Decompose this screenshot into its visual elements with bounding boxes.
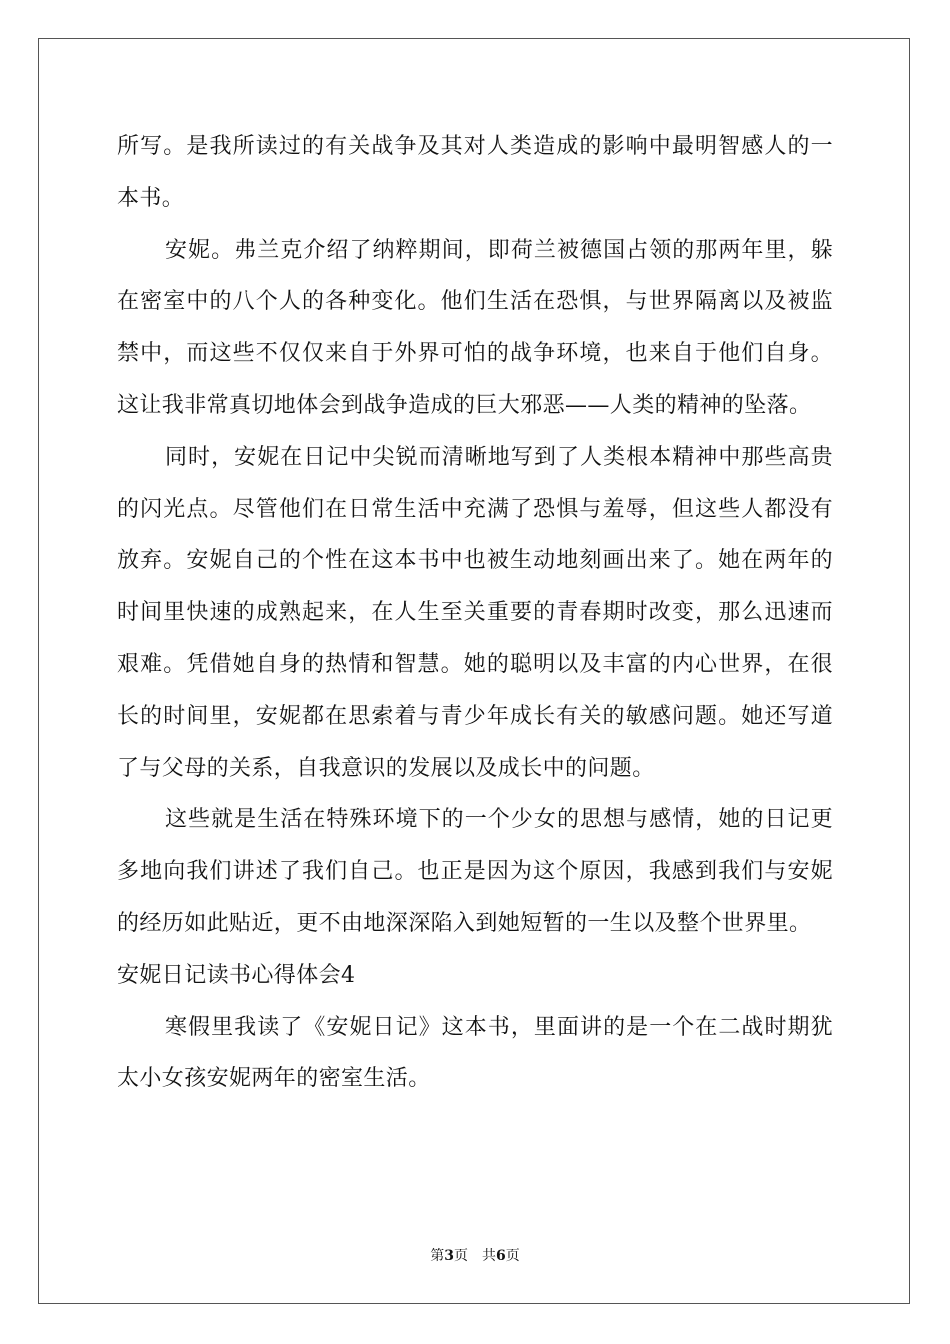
paragraph-3: 同时，安妮在日记中尖锐而清晰地写到了人类根本精神中那些高贵的闪光点。尽管他们在日常生活中充满了恐惧与羞辱，但这些人都没有放弃。安妮自己的个性在这本书中也被生动地刻画出来了。她在两年的时间里快速的成熟起来，在人生至关重要的青春期时改变，那么迅速而艰难。凭借她自身的热情和智慧。她的聪明以及丰富的内心世界，在很长的时间里，安妮都在思索着与青少年成长有关的敏感问题。她还写道了与父母的关系，自我意识的发展以及成长中的问题。 [117,444,833,781]
footer-page-prefix: 第 [430,1248,445,1264]
footer-page-mid: 页 共 [454,1248,496,1264]
footer-page-suffix: 页 [505,1248,520,1264]
footer-page-total: 6 [496,1248,506,1264]
document-body [117,121,833,1105]
page-footer [0,1245,950,1265]
footer-page-current: 3 [444,1248,454,1264]
paragraph-2: 安妮。弗兰克介绍了纳粹期间，即荷兰被德国占领的那两年里，躲在密室中的八个人的各种变化。他们生活在恐惧，与世界隔离以及被监禁中，而这些不仅仅来自于外界可怕的战争环境，也来自于他们自身。这让我非常真切地体会到战争造成的巨大邪恶——人类的精神的坠落。 [117,237,833,418]
paragraph-4: 这些就是生活在特殊环境下的一个少女的思想与感情，她的日记更多地向我们讲述了我们自己。也正是因为这个原因，我感到我们与安妮的经历如此贴近，更不由地深深陷入到她短暂的一生以及整个世界里。 [117,807,833,936]
paragraph-5: 寒假里我读了《安妮日记》这本书，里面讲的是一个在二战时期犹太小女孩安妮两年的密室生活。 [117,1014,833,1092]
section-heading: 安妮日记读书心得体会4 [117,962,356,988]
paragraph-1: 所写。是我所读过的有关战争及其对人类造成的影响中最明智感人的一本书。 [117,134,833,211]
